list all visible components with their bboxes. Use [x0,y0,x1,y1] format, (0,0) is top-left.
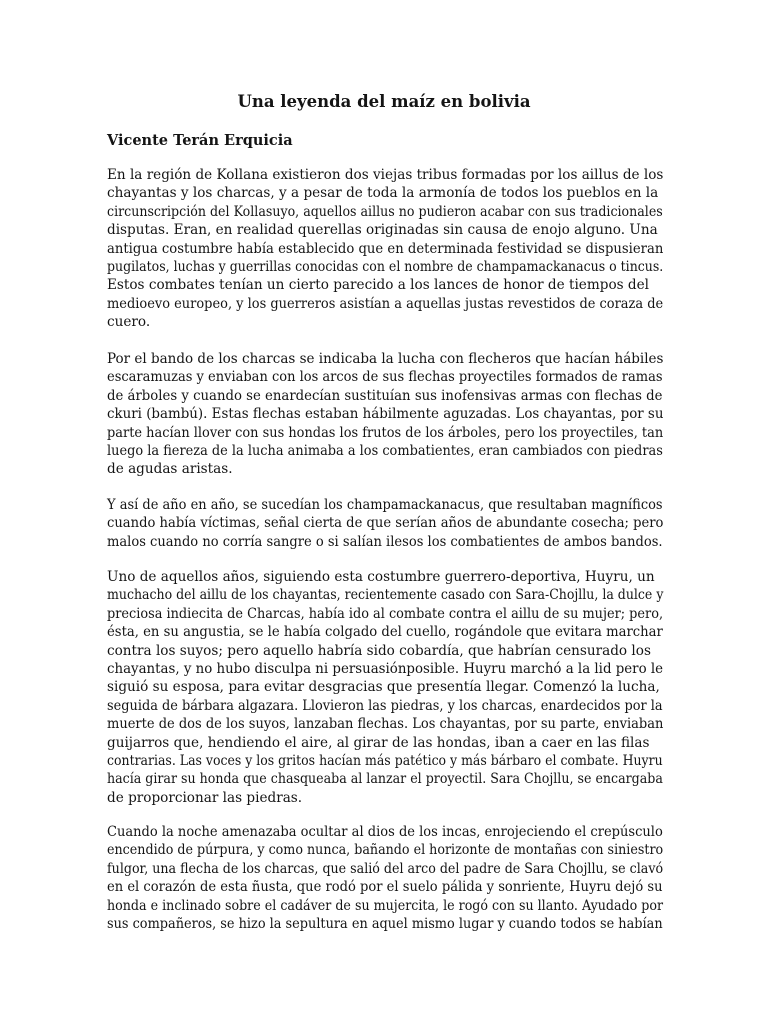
paragraph-line: ésta, en su angustia, se le había colgado del cuello, rogándole que evitara marchar [107,624,663,641]
paragraph-line: contrarias. Las voces y los gritos hacían más patético y más bárbaro el combate. Huyru [107,753,663,769]
paragraph-line: Por el bando de los charcas se indicaba la lucha con flecheros que hacían hábiles [107,351,664,367]
paragraph-line: muerte de dos de los suyos, lanzaban flechas. Los chayantas, por su parte, enviaban [107,716,664,733]
paragraph-line: luego la fiereza de la lucha animaba a los combatientes, eran cambiados con piedras [107,443,663,459]
paragraph-line: honda e inclinado sobre el cadáver de su mujercita, le rogó con su llanto. Ayudado por [107,897,664,914]
paragraph-line: en el corazón de esta ñusta, que rodó por el suelo pálida y sonriente, Huyru dejó su [107,879,663,896]
paragraph-line: Estos combates tenían un cierto parecido a los lances de honor de tiempos del [107,277,650,294]
paragraph-line: fulgor, una flecha de los charcas, que salió del arco del padre de Sara Chojllu, se clavó [107,860,664,877]
paragraph-line: chayantas, y no hubo disculpa ni persuasiónposible. Huyru marchó a la lid pero le [107,661,664,677]
paragraph-line: de agudas aristas. [107,461,233,478]
paragraph-line: cuero. [107,314,151,331]
paragraph-line: antigua costumbre había establecido que en determinada festividad se dispusieran [107,240,664,257]
paragraph-line: parte hacían llover con sus hondas los frutos de los árboles, pero los proyectiles, tan [107,424,664,441]
document-author: Vicente Terán Erquicia [107,132,293,149]
paragraph-line: escaramuzas y enviaban con los arcos de sus flechas proyectiles formados de ramas [107,369,663,386]
paragraph-line: de proporcionar las piedras. [107,789,303,806]
paragraph-line: seguida de bárbara algazara. Llovieron las piedras, y los charcas, enardecidos por la [107,697,663,714]
paragraph-line: Cuando la noche amenazaba ocultar al dios de los incas, enrojeciendo el crepúsculo [107,824,663,840]
paragraph-line: guijarros que, hendiendo el aire, al girar de las hondas, iban a caer en las filas [107,734,650,751]
paragraph-line: chayantas y los charcas, y a pesar de toda la armonía de todos los pueblos en la [107,185,659,202]
paragraph-line: contra los suyos; pero aquello habría sido cobardía, que habrían censurado los [107,642,651,659]
paragraph-line: pugilatos, luchas y guerrillas conocidas con el nombre de champamackanacus o tincus. [107,259,664,275]
paragraph-line: Uno de aquellos años, siguiendo esta costumbre guerrero-deportiva, Huyru, un [107,569,655,585]
paragraph-line: de árboles y cuando se enardecían sustituían sus inofensivas armas con flechas de [107,387,663,404]
paragraph-line: preciosa indiecita de Charcas, había ido al combate contra el aillu de su mujer; pero, [107,605,664,622]
paragraph-line: sus compañeros, se hizo la sepultura en aquel mismo lugar y cuando todos se habían [107,916,663,932]
paragraph-line: muchacho del aillu de los chayantas, recientemente casado con Sara-Chojllu, la dulce y [107,587,664,604]
paragraph-line: En la región de Kollana existieron dos viejas tribus formadas por los aillus de los [107,167,664,183]
paragraph-line: malos cuando no corría sangre o si salían ilesos los combatientes de ambos bandos. [107,533,663,550]
paragraph-line: siguió su esposa, para evitar desgracias que presentía llegar. Comenzó la lucha, [107,679,660,696]
paragraph-line: ckuri (bambú). Estas flechas estaban hábilmente aguzadas. Los chayantas, por su [107,406,664,423]
document-title: Una leyenda del maíz en bolivia [237,92,531,111]
paragraph-line: hacía girar su honda que chasqueaba al lanzar el proyectil. Sara Chojllu, se encargaba [107,771,663,788]
paragraph-line: medioevo europeo, y los guerreros asistían a aquellas justas revestidos de coraza de [107,295,664,312]
paragraph-line: encendido de púrpura, y como nunca, bañando el horizonte de montañas con siniestro [107,842,664,859]
paragraph-line: circunscripción del Kollasuyo, aquellos aillus no pudieron acabar con sus tradicionales [107,203,663,220]
paragraph-line: disputas. Eran, en realidad querellas originadas sin causa de enojo alguno. Una [107,222,658,239]
paragraph-line: Y así de año en año, se sucedían los champamackanacus, que resultaban magníficos [107,497,663,513]
paragraph-line: cuando había víctimas, señal cierta de que serían años de abundante cosecha; pero [107,515,664,532]
